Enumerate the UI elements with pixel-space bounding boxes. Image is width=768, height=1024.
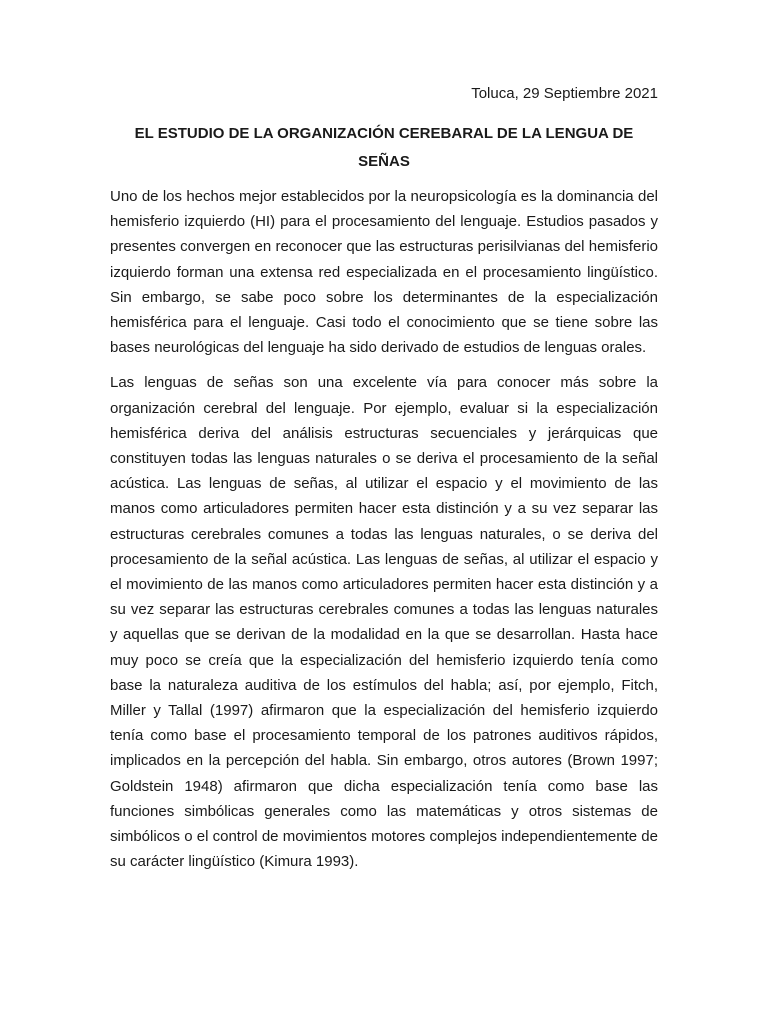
paragraph-sign-languages: Las lenguas de señas son una excelente vía para conocer más sobre la organización cerebral del lenguaje. Por ejemplo, evaluar si la especialización hemisférica deriva del análisis estructuras secuenciales y jerárquicas que constituyen todas las lenguas naturales o se deriva el procesamiento de la señal acústica. Las lenguas de señas, al utilizar el espacio y el movimiento de las manos como articuladores permiten hacer esta distinción y a su vez separar las estructuras cerebrales comunes a todas las lenguas naturales, o se deriva del procesamiento de la señal acústica. Las lenguas de señas, al utilizar el espacio y el movimiento de las manos como articuladores permiten hacer esta distinción y a su vez separar las estructuras cerebrales comunes a todas las lenguas naturales y aquellas que se derivan de la modalidad en la que se desarrollan. Hasta hace muy poco se creía que la especialización del hemisferio izquierdo tenía como base la naturaleza auditiva de los estímulos del habla; así, por ejemplo, Fitch, Miller y Tallal (1997) afirmaron que la especialización del hemisferio izquierdo tenía como base el procesamiento temporal de los patrones auditivos rápidos, implicados en la percepción del habla. Sin embargo, otros autores (Brown 1997; Goldstein 1948) afirmaron que dicha especialización tenía como base las funciones simbólicas generales como las matemáticas y otros sistemas de simbólicos o el control de movimientos motores complejos independientemente de su carácter lingüístico (Kimura 1993). <box>110 374 658 871</box>
document-date: Toluca, 29 Septiembre 2021 <box>471 85 658 102</box>
paragraph-intro: Uno de los hechos mejor establecidos por la neuropsicología es la dominancia del hemisferio izquierdo (HI) para el procesamiento del lenguaje. Estudios pasados y presentes convergen en reconocer que las estructuras perisilvianas del hemisferio izquierdo forman una extensa red especializada en el procesamiento lingüístico. Sin embargo, se sabe poco sobre los determinantes de la especialización hemisférica para el lenguaje. Casi todo el conocimiento que se tiene sobre las bases neurológicas del lenguaje ha sido derivado de estudios de lenguas orales. <box>110 188 658 357</box>
document-title: EL ESTUDIO DE LA ORGANIZACIÓN CEREBARAL DE LA LENGUA DE SEÑAS <box>134 125 634 170</box>
